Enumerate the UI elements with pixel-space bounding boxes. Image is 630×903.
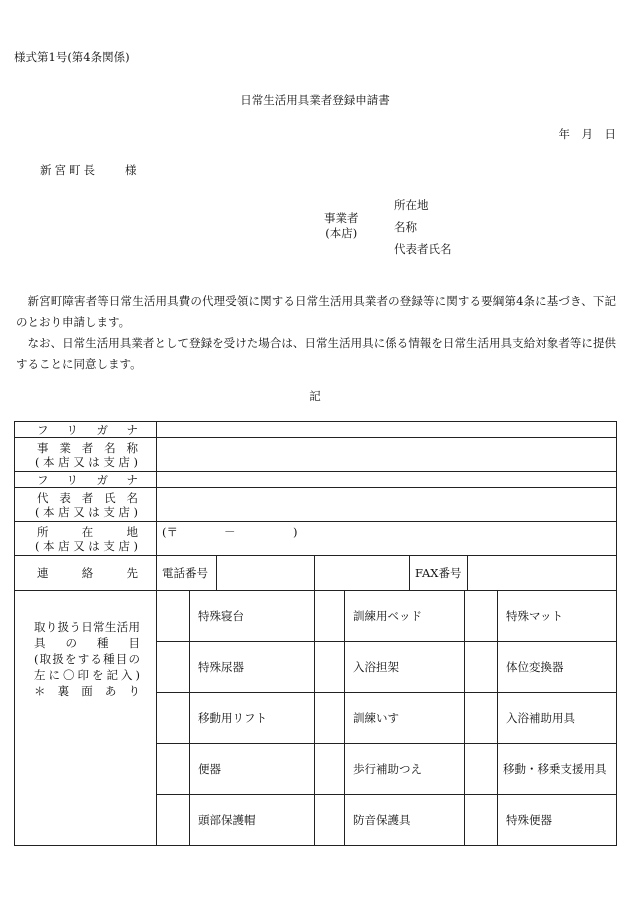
item-checkbox[interactable]	[157, 693, 190, 744]
phone-cell	[157, 556, 315, 591]
fax-cell	[315, 556, 617, 591]
ki-heading: 記	[309, 389, 321, 403]
item-label: 頭部保護帽	[190, 795, 315, 846]
item-checkbox[interactable]	[315, 591, 345, 642]
equipment-types-label	[15, 591, 157, 846]
item-checkbox[interactable]	[315, 744, 345, 795]
furigana2-label: フリガナ	[15, 472, 157, 488]
furigana-label: フリガナ	[15, 422, 157, 438]
types-header-line1: 取り扱う日常生活用	[34, 620, 140, 634]
item-label: 特殊便器	[498, 795, 617, 846]
location-field[interactable]	[157, 522, 617, 556]
registration-table	[14, 421, 617, 846]
item-label: 訓練いす	[345, 693, 465, 744]
item-checkbox[interactable]	[157, 642, 190, 693]
item-checkbox[interactable]	[465, 693, 498, 744]
types-header-line4: 左に〇印を記入)	[34, 668, 140, 682]
business-name-sub: (本店又は支店)	[35, 454, 138, 469]
fax-field[interactable]	[468, 556, 616, 590]
addressee-suffix: 様	[125, 163, 137, 177]
applicant-representative-label: 代表者氏名	[394, 242, 452, 256]
item-label: 特殊マット	[498, 591, 617, 642]
item-checkbox[interactable]	[465, 591, 498, 642]
item-label: 防音保護具	[345, 795, 465, 846]
applicant-label-line1: 事業者	[324, 211, 359, 225]
applicant-name-label: 名称	[394, 220, 417, 234]
item-checkbox[interactable]	[465, 795, 498, 846]
form-number: 様式第1号(第4条関係)	[14, 50, 130, 64]
date-line: 年 月 日	[558, 127, 616, 141]
contact-label: 連絡先	[15, 556, 157, 591]
applicant-label-line2: (本店)	[325, 226, 358, 240]
furigana-field[interactable]	[157, 422, 617, 438]
body-paragraph-2: なお、日常生活用具業者として登録を受けた場合は、日常生活用具に係る情報を日常生活用具支給対象者等に提供することに同意します。	[16, 336, 616, 371]
item-checkbox[interactable]	[315, 642, 345, 693]
furigana2-field[interactable]	[157, 472, 617, 488]
types-header-line5: ＊裏面あり	[34, 684, 140, 698]
item-checkbox[interactable]	[315, 693, 345, 744]
item-label: 体位変換器	[498, 642, 617, 693]
applicant-address-label: 所在地	[394, 198, 429, 212]
item-checkbox[interactable]	[315, 795, 345, 846]
phone-label: 電話番号	[157, 556, 217, 590]
item-label: 歩行補助つえ	[345, 744, 465, 795]
item-label: 移動・移乗支援用具	[498, 744, 617, 795]
applicant-label	[324, 211, 359, 241]
item-label: 訓練用ベッド	[345, 591, 465, 642]
location-sub: (本店又は支店)	[35, 538, 138, 553]
representative-label	[15, 488, 157, 522]
types-header-line2: 具の種目	[34, 636, 140, 650]
item-checkbox[interactable]	[157, 744, 190, 795]
representative-text: 代表者氏名	[37, 490, 138, 505]
representative-sub: (本店又は支店)	[35, 504, 138, 519]
location-label	[15, 522, 157, 556]
business-name-label	[15, 438, 157, 472]
phone-field-extension[interactable]	[315, 556, 410, 590]
business-name-text: 事業者名称	[37, 440, 138, 455]
item-label: 移動用リフト	[190, 693, 315, 744]
representative-field[interactable]	[157, 488, 617, 522]
item-label: 入浴担架	[345, 642, 465, 693]
item-checkbox[interactable]	[465, 642, 498, 693]
location-text: 所在地	[37, 524, 138, 539]
phone-field[interactable]	[217, 556, 314, 590]
addressee: 新宮町長	[40, 163, 98, 177]
types-header-line3: (取扱をする種目の	[34, 652, 140, 666]
postal-code-text: (〒 － )	[162, 525, 298, 539]
body-text	[16, 291, 616, 375]
item-label: 特殊寝台	[190, 591, 315, 642]
item-checkbox[interactable]	[465, 744, 498, 795]
fax-label: FAX番号	[410, 556, 468, 590]
item-checkbox[interactable]	[157, 591, 190, 642]
document-title: 日常生活用具業者登録申請書	[240, 93, 390, 107]
item-label: 入浴補助用具	[498, 693, 617, 744]
body-paragraph-1: 新宮町障害者等日常生活用具費の代理受領に関する日常生活用具業者の登録等に関する要綱第4条に基づき、下記のとおり申請します。	[16, 294, 616, 329]
business-name-field[interactable]	[157, 438, 617, 472]
item-label: 便器	[190, 744, 315, 795]
item-checkbox[interactable]	[157, 795, 190, 846]
item-label: 特殊尿器	[190, 642, 315, 693]
